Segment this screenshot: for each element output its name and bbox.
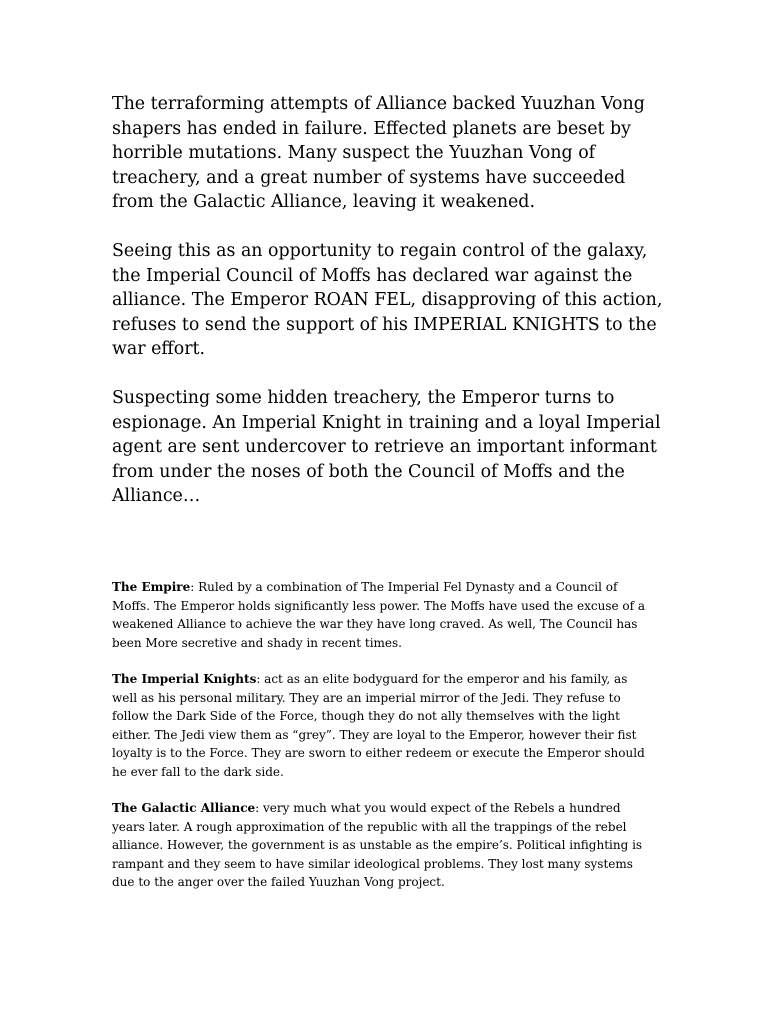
faction-galactic-alliance	[112, 799, 652, 892]
intro-paragraph: The terraforming attempts of Alliance backed Yuuzhan Vong shapers has ended in failure. Effected planets are beset by horrible mutations. Many suspect the Yuuzhan Vong of treachery, and a great number of systems have succeeded from the Galactic Alliance, leaving it weakened.	[112, 94, 645, 212]
intro-section	[112, 92, 672, 533]
intro-paragraph: Seeing this as an opportunity to regain control of the galaxy, the Imperial Council of Moffs has declared war against the alliance. The Emperor ROAN FEL, disapproving of this action, refuses to send the support of his IMPERIAL KNIGHTS to the war effort.	[112, 241, 663, 359]
faction-name: The Imperial Knights	[112, 672, 257, 686]
intro-paragraph: Suspecting some hidden treachery, the Emperor turns to espionage. An Imperial Knight in training and a loyal Imperial agent are sent undercover to retrieve an important informant from under the noses of both the Council of Moffs and the Alliance…	[112, 388, 661, 506]
faction-description: : Ruled by a combination of The Imperial Fel Dynasty and a Council of Moffs. The Emperor holds significantly less power. The Moffs have used the excuse of a weakened Alliance to achieve the war they have long craved. As well, The Council has been More secretive and shady in recent times.	[112, 580, 646, 650]
faction-name: The Galactic Alliance	[112, 801, 256, 815]
faction-empire	[112, 578, 652, 652]
faction-description: : very much what you would expect of the Rebels a hundred years later. A rough approximation of the republic with all the trappings of the rebel alliance. However, the government is as unstable as the empire’s. Political infighting is rampant and they seem to have similar ideological problems. They lost many systems due to the anger over the failed Yuuzhan Vong project.	[112, 801, 643, 889]
faction-name: The Empire	[112, 580, 191, 594]
faction-description: : act as an elite bodyguard for the emperor and his family, as well as his personal military. They are an imperial mirror of the Jedi. They refuse to follow the Dark Side of the Force, though they do not ally themselves with the light either. The Jedi view them as “grey”. They are loyal to the Emperor, however their fist loyalty is to the Force. They are sworn to either redeem or execute the Emperor should he ever fall to the dark side.	[112, 672, 645, 779]
faction-imperial-knights	[112, 670, 652, 781]
factions-section	[112, 578, 652, 910]
